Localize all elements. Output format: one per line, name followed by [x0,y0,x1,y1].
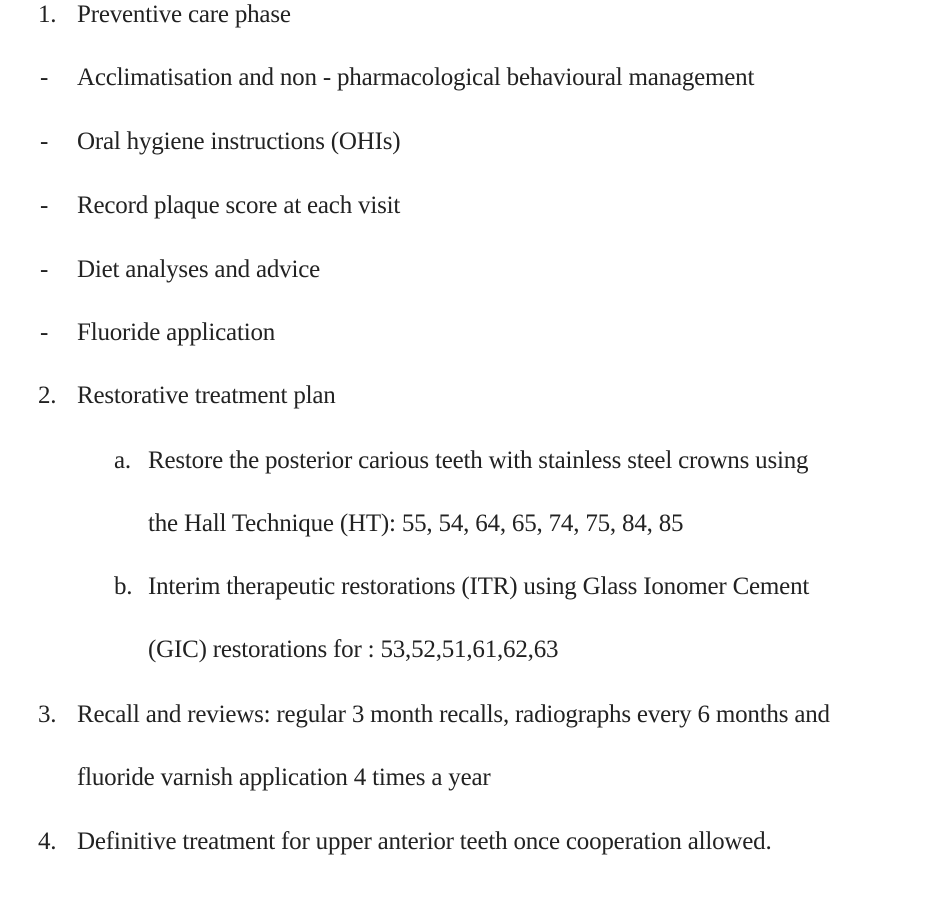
section-title: Restorative treatment plan [77,382,336,409]
bullet-marker: - [40,256,49,283]
bullet-text: Oral hygiene instructions (OHIs) [77,128,401,155]
sub-list-marker: b. [114,573,133,600]
sub-list-marker: a. [114,447,131,474]
list-marker: 2. [38,382,57,409]
sub-item-text: Restore the posterior carious teeth with stainless steel crowns using [148,447,809,474]
sub-item-text: (GIC) restorations for : 53,52,51,61,62,63 [148,636,559,663]
list-item-text: Definitive treatment for upper anterior teeth once cooperation allowed. [77,828,772,855]
bullet-text: Fluoride application [77,319,276,346]
bullet-marker: - [40,128,49,155]
sub-item-text: Interim therapeutic restorations (ITR) using Glass Ionomer Cement [148,573,810,600]
list-item-text: fluoride varnish application 4 times a year [77,764,491,791]
bullet-marker: - [40,319,49,346]
bullet-text: Diet analyses and advice [77,256,321,283]
sub-item-text: the Hall Technique (HT): 55, 54, 64, 65, 74, 75, 84, 85 [148,510,684,537]
bullet-marker: - [40,192,49,219]
list-item-text: Recall and reviews: regular 3 month recalls, radiographs every 6 months and [77,701,830,728]
bullet-text: Acclimatisation and non - pharmacological behavioural management [77,64,755,91]
list-marker: 1. [38,1,57,28]
bullet-text: Record plaque score at each visit [77,192,401,219]
section-title: Preventive care phase [77,1,291,28]
list-marker: 4. [38,828,57,855]
list-marker: 3. [38,701,57,728]
bullet-marker: - [40,64,49,91]
